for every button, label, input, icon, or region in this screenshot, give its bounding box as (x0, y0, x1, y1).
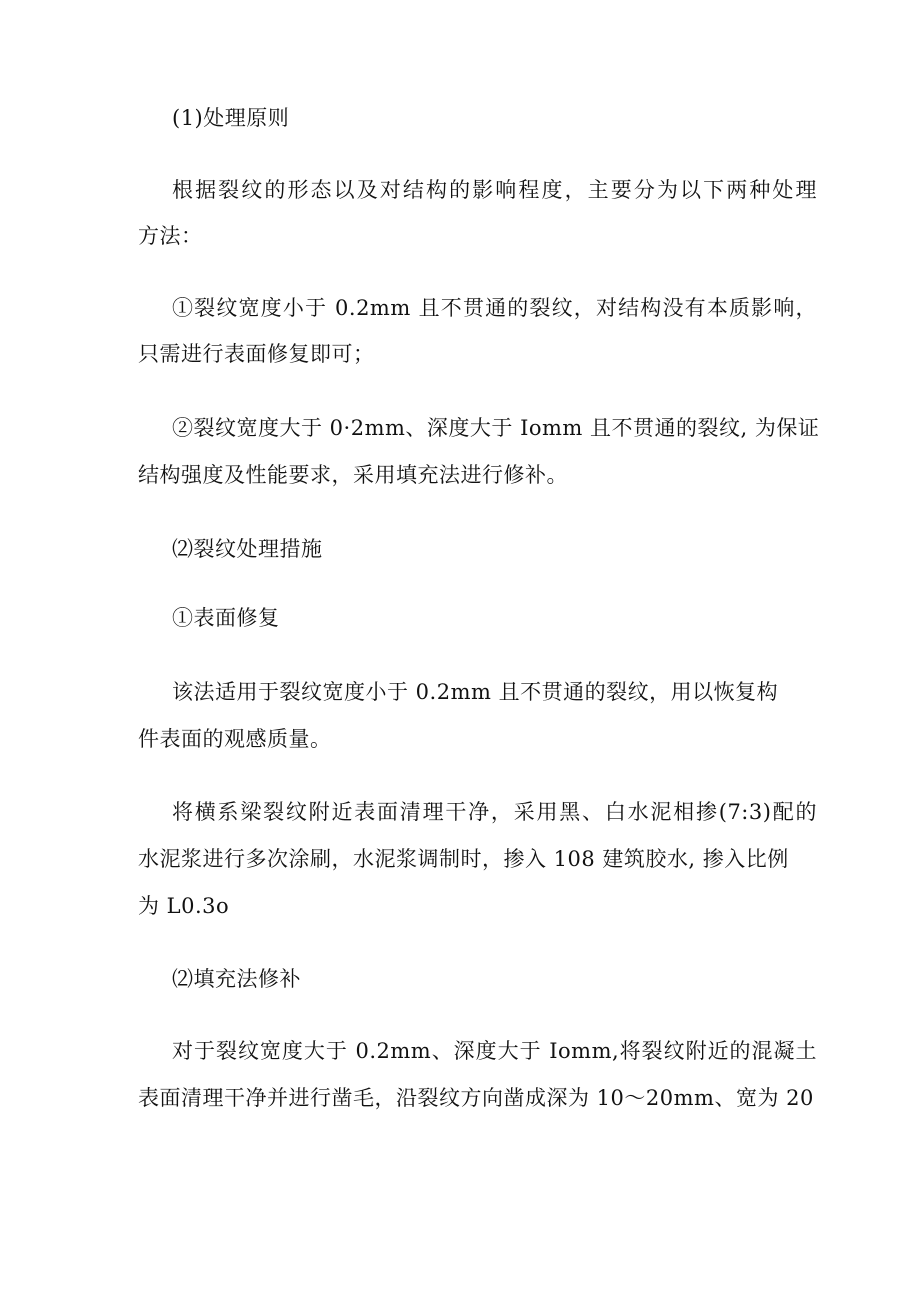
subsection-heading-filling-repair: ⑵填充法修补 (172, 967, 301, 991)
section-heading-measures: ⑵裂纹处理措施 (172, 537, 323, 561)
paragraph-line: ②裂纹宽度大于 0·2mm、深度大于 Iomm 且不贯通的裂纹, 为保证 (172, 416, 820, 440)
subsection-heading-surface-repair: ①表面修复 (172, 606, 280, 630)
paragraph-line: 方法： (138, 224, 203, 248)
paragraph-line: 水泥浆进行多次涂刷，水泥浆调制时，掺入 108 建筑胶水, 掺入比例 (138, 847, 789, 871)
section-heading-principles: (1)处理原则 (172, 106, 290, 130)
paragraph-line: 结构强度及性能要求，采用填充法进行修补。 (138, 463, 568, 487)
paragraph-line: ①裂纹宽度小于 0.2mm 且不贯通的裂纹，对结构没有本质影响， (172, 296, 817, 320)
paragraph-line: 为 L0.3o (138, 894, 230, 918)
paragraph-line: 根据裂纹的形态以及对结构的影响程度，主要分为以下两种处理 (172, 178, 817, 202)
paragraph-line: 将横系梁裂纹附近表面清理干净，采用黑、白水泥相掺(7:3)配的 (172, 800, 817, 824)
paragraph-line: 表面清理干净并进行凿毛，沿裂纹方向凿成深为 10～20mm、宽为 20 (138, 1086, 814, 1110)
paragraph-line: 该法适用于裂纹宽度小于 0.2mm 且不贯通的裂纹，用以恢复构 (172, 680, 779, 704)
paragraph-line: 只需进行表面修复即可； (138, 342, 375, 366)
paragraph-line: 对于裂纹宽度大于 0.2mm、深度大于 Iomm,将裂纹附近的混凝土 (172, 1039, 817, 1063)
paragraph-line: 件表面的观感质量。 (138, 727, 332, 751)
